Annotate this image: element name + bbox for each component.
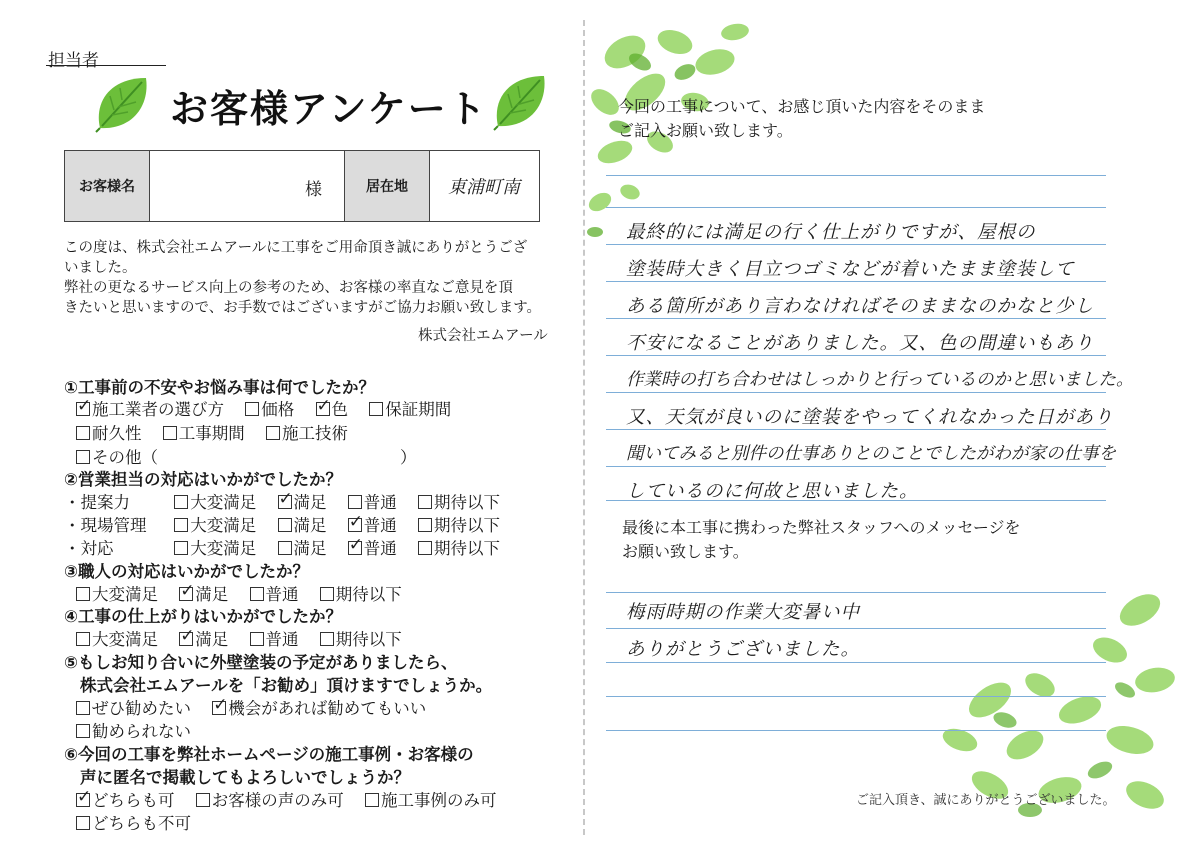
q1-option[interactable]: ✓施工業者の選び方	[76, 398, 224, 422]
q2-row	[64, 537, 516, 561]
q1-options-row2	[76, 422, 364, 446]
checkbox[interactable]	[266, 426, 280, 440]
handwritten-message-line: 梅雨時期の作業大変暑い中	[626, 602, 861, 623]
handwritten-line: ある箇所があり言わなければそのままなのかなと少し	[626, 296, 1095, 317]
customer-name-label: お客様名	[65, 151, 150, 221]
prompt-line: 最後に本工事に携わった弊社スタッフへのメッセージを	[622, 518, 1021, 537]
checkbox[interactable]	[76, 724, 90, 738]
checkbox-checked[interactable]	[278, 495, 292, 509]
q5-title-line2: 株式会社エムアールを「お勧め」頂けますでしょうか。	[80, 676, 493, 695]
checkbox-checked[interactable]	[212, 701, 226, 715]
q6-options-row1	[76, 789, 513, 813]
customer-info-table	[64, 150, 540, 222]
q4-option[interactable]: 普通	[250, 628, 299, 652]
address-label: 居在地	[345, 151, 430, 221]
checkbox[interactable]	[163, 426, 177, 440]
checkbox[interactable]	[196, 793, 210, 807]
checkbox[interactable]	[250, 587, 264, 601]
checkbox[interactable]	[418, 495, 432, 509]
checkbox-checked[interactable]	[316, 402, 330, 416]
q5-option[interactable]: 勧められない	[76, 720, 191, 744]
q1-option-other[interactable]: その他（	[76, 448, 158, 467]
intro-line: いました。	[64, 260, 137, 276]
company-name: 株式会社エムアール	[418, 328, 548, 344]
handwritten-line: 塗装時大きく目立つゴミなどが着いたまま塗装して	[626, 259, 1075, 280]
q2-row-label: ・対応	[64, 539, 114, 558]
q5-options-row1	[76, 697, 442, 721]
intro-line: 弊社の更なるサービス向上の参考のため、お客様の率直なご意見を頂	[64, 280, 513, 296]
handwritten-message-line: ありがとうございました。	[626, 639, 861, 660]
q1-option[interactable]: 耐久性	[76, 422, 142, 446]
footer-thanks: ご記入頂き、誠にありがとうございました。	[856, 793, 1116, 808]
q3-option[interactable]: ✓ 満足	[179, 583, 228, 607]
intro-line: きたいと思いますので、お手数ではございますがご協力お願い致します。	[64, 300, 542, 316]
q4-title: ④工事の仕上がりはいかがでしたか？	[64, 607, 342, 626]
q4-option[interactable]: ✓ 満足	[179, 628, 228, 652]
q2-option[interactable]: 普通	[348, 491, 397, 515]
handwritten-line: 作業時の打ち合わせはしっかりと行っているのかと思いました。	[626, 370, 1134, 390]
checkbox[interactable]	[369, 402, 383, 416]
q2-option[interactable]: 満足	[278, 537, 327, 561]
checkbox[interactable]	[174, 541, 188, 555]
q5-title: ⑤もしお知り合いに外壁塗装の予定がありましたら、	[64, 653, 458, 672]
checkbox[interactable]	[365, 793, 379, 807]
prompt-line: 今回の工事について、お感じ頂いた内容をそのまま	[618, 97, 986, 116]
q2-title: ②営業担当の対応はいかがでしたか？	[64, 470, 342, 489]
staff-signature-line	[46, 65, 166, 66]
handwritten-line: 又、天気が良いのに塗装をやってくれなかった日があり	[626, 407, 1114, 428]
q5-option[interactable]: ✓ 機会があれば勧めてもいい	[212, 697, 426, 721]
intro-line: この度は、株式会社エムアールに工事をご用命頂き誠にありがとうござ	[64, 240, 528, 256]
q5-option[interactable]: ぜひ勧めたい	[76, 697, 191, 721]
q4-option[interactable]: 期待以下	[320, 628, 402, 652]
q3-option[interactable]: 期待以下	[320, 583, 402, 607]
q2-option[interactable]: ✓ 普通	[348, 514, 397, 538]
checkbox[interactable]	[320, 587, 334, 601]
intro-text	[64, 238, 564, 318]
checkbox[interactable]	[174, 495, 188, 509]
handwritten-line: 聞いてみると別件の仕事ありとのことでしたがわが家の仕事を	[626, 444, 1116, 464]
checkbox[interactable]	[76, 701, 90, 715]
checkbox[interactable]	[278, 541, 292, 555]
checkbox[interactable]	[76, 632, 90, 646]
q4-options	[76, 628, 418, 652]
q6-option[interactable]: どちらも不可	[76, 812, 191, 836]
q6-option[interactable]: 施工事例のみ可	[365, 789, 497, 813]
q2-row	[64, 491, 516, 515]
q2-row-label: ・現場管理	[64, 516, 147, 535]
checkbox-checked[interactable]	[348, 541, 362, 555]
staff-label: 担当者	[48, 51, 99, 71]
q2-row	[64, 514, 516, 538]
q1-option[interactable]: 工事期間	[163, 422, 245, 446]
q6-option[interactable]: ✓どちらも可	[76, 789, 175, 813]
q6-options-row2	[76, 812, 207, 836]
q2-option[interactable]: 期待以下	[418, 537, 500, 561]
checkbox[interactable]	[245, 402, 259, 416]
leaf-icon-right	[490, 70, 552, 132]
checkbox[interactable]	[76, 450, 90, 464]
q2-option[interactable]: 大変満足	[174, 491, 256, 515]
q1-option[interactable]: 価格	[245, 398, 294, 422]
checkbox-checked[interactable]	[76, 402, 90, 416]
name-suffix: 様	[305, 180, 322, 200]
q2-row-label: ・提案力	[64, 493, 130, 512]
q2-option[interactable]: 満足	[278, 514, 327, 538]
checkbox[interactable]	[418, 541, 432, 555]
q2-option[interactable]: 期待以下	[418, 514, 500, 538]
q6-option[interactable]: お客様の声のみ可	[196, 789, 344, 813]
q1-other-close: ）	[400, 448, 417, 467]
customer-name-field[interactable]	[150, 151, 345, 221]
checkbox-checked[interactable]	[179, 587, 193, 601]
q6-title-line2: 声に匿名で掲載してもよろしいでしょうか？	[80, 768, 410, 787]
checkbox[interactable]	[174, 518, 188, 532]
impressions-prompt	[618, 95, 1098, 143]
checkbox[interactable]	[278, 518, 292, 532]
q2-option[interactable]: ✓ 満足	[278, 491, 327, 515]
address-value: 東浦町南	[448, 177, 520, 198]
q4-option[interactable]: 大変満足	[76, 628, 158, 652]
staff-message-prompt	[622, 516, 1102, 564]
q2-option[interactable]: 大変満足	[174, 514, 256, 538]
q2-option[interactable]: ✓ 普通	[348, 537, 397, 561]
checkbox[interactable]	[76, 587, 90, 601]
q3-title: ③職人の対応はいかがでしたか？	[64, 562, 309, 581]
checkbox[interactable]	[250, 632, 264, 646]
q1-option[interactable]: ✓ 色	[316, 398, 349, 422]
page-title: お客様アンケート	[170, 87, 488, 131]
handwritten-line: 不安になることがありました。又、色の間違いもあり	[626, 333, 1095, 354]
checkbox[interactable]	[320, 632, 334, 646]
checkbox[interactable]	[348, 495, 362, 509]
prompt-line: ご記入お願い致します。	[618, 121, 793, 140]
q1-options-row1	[76, 398, 467, 422]
q3-options	[76, 583, 418, 607]
q6-title: ⑥今回の工事を弊社ホームページの施工事例・お客様の	[64, 745, 474, 764]
q2-option[interactable]: 大変満足	[174, 537, 256, 561]
q5-options-row2	[76, 720, 207, 744]
checkbox[interactable]	[418, 518, 432, 532]
handwritten-line: 最終的には満足の行く仕上がりですが、屋根の	[626, 222, 1036, 243]
q1-option[interactable]: 保証期間	[369, 398, 451, 422]
q3-option[interactable]: 大変満足	[76, 583, 158, 607]
q3-option[interactable]: 普通	[250, 583, 299, 607]
address-field[interactable]	[430, 151, 538, 221]
checkbox-checked[interactable]	[348, 518, 362, 532]
q1-options-row3	[76, 446, 417, 470]
checkbox[interactable]	[76, 816, 90, 830]
leaf-icon-left	[92, 72, 154, 134]
q2-option[interactable]: 期待以下	[418, 491, 500, 515]
checkbox-checked[interactable]	[76, 793, 90, 807]
handwritten-line: しているのに何故と思いました。	[626, 481, 919, 502]
q1-option[interactable]: 施工技術	[266, 422, 348, 446]
prompt-line: お願い致します。	[622, 542, 749, 561]
q1-title: ①工事前の不安やお悩み事は何でしたか？	[64, 378, 375, 397]
checkbox-checked[interactable]	[179, 632, 193, 646]
checkbox[interactable]	[76, 426, 90, 440]
